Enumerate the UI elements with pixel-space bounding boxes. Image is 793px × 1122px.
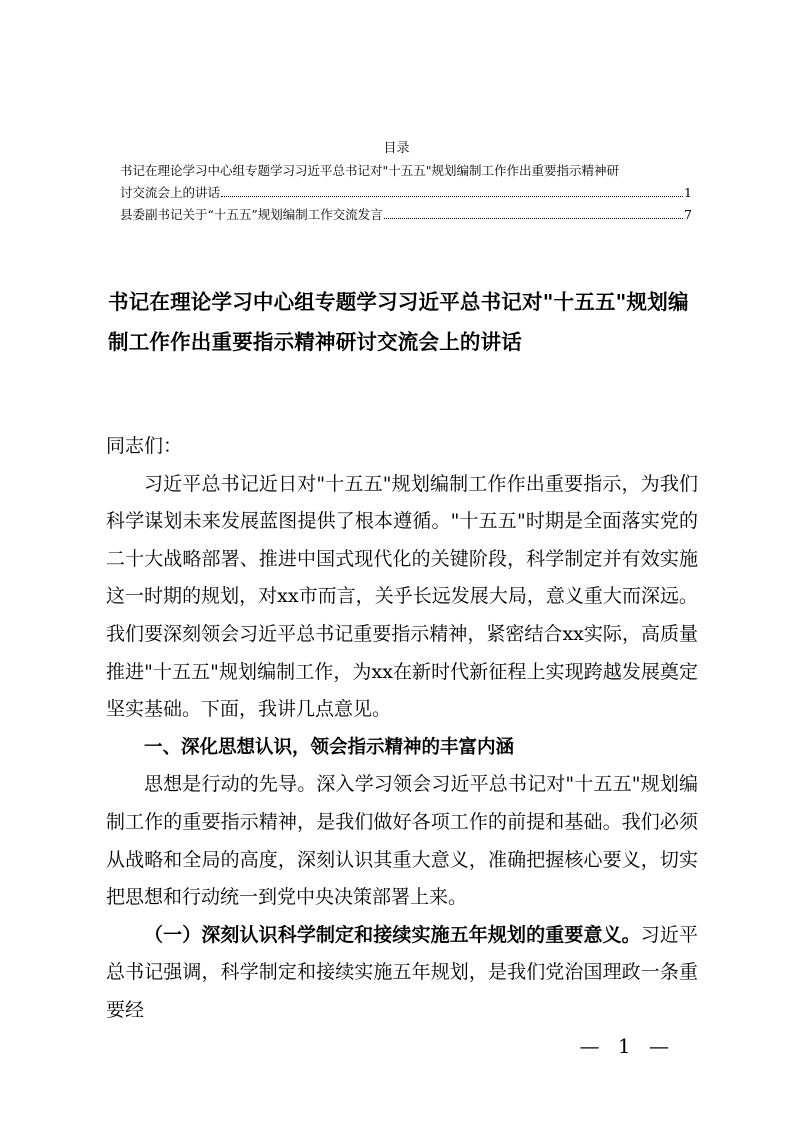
- toc-leader-dots: [221, 186, 683, 197]
- toc-leader-dots: [384, 208, 683, 219]
- table-of-contents: [120, 160, 692, 226]
- page-number: — 1 —: [579, 1034, 675, 1058]
- toc-entry-2[interactable]: [120, 204, 692, 226]
- toc-entry-row: [120, 182, 692, 204]
- toc-entry-title: 县委副书记关于“十五五”规划编制工作交流发言: [120, 207, 383, 222]
- subsection-lead: （一）深刻认识科学制定和接续实施五年规划的重要意义。: [144, 923, 641, 946]
- section-heading: 一、深化思想认识，领会指示精神的丰富内涵: [144, 736, 515, 758]
- toc-entry-row: [120, 204, 692, 226]
- toc-heading: 目录: [383, 141, 410, 156]
- toc-entry-title-line2: 讨交流会上的讲话: [120, 185, 221, 200]
- subsection-text: 习近平总书记强调，科学制定和接续实施五年规划，是我们党治国理政一条重要经: [106, 923, 698, 1021]
- document-title: 书记在理论学习中心组专题学习习近平总书记对"十五五"规划编制工作作出重要指示精神研讨交流会上的讲话: [108, 290, 689, 354]
- toc-entry-1[interactable]: [120, 160, 692, 204]
- subsection-paragraph: [106, 917, 698, 1030]
- document-body: [106, 428, 698, 1030]
- toc-page-number: 1: [684, 185, 692, 200]
- intro-paragraph: 习近平总书记近日对"十五五"规划编制工作作出重要指示，为我们科学谋划未来发展蓝图提供了根本遵循。"十五五"时期是全面落实党的二十大战略部署、推进中国式现代化的关键阶段，科学制定并有效实施这一时期的规划，对xx市而言，关乎长远发展大局，意义重大而深远。我们要深刻领会习近平总书记重要指示精神，紧密结合xx实际，高质量推进"十五五"规划编制工作，为xx在新时代新征程上实现跨越发展奠定坚实基础。下面，我讲几点意见。: [106, 472, 698, 721]
- toc-page-number: 7: [684, 207, 692, 222]
- toc-entry-title-line1: 书记在理论学习中心组专题学习习近平总书记对"十五五"规划编制工作作出重要指示精神研: [120, 163, 620, 178]
- section-paragraph: 思想是行动的先导。深入学习领会习近平总书记对"十五五"规划编制工作的重要指示精神，是我们做好各项工作的前提和基础。我们必须从战略和全局的高度，深刻认识其重大意义，准确把握核心要义，切实把思想和行动统一到党中央决策部署上来。: [106, 773, 698, 909]
- salutation: 同志们：: [106, 435, 183, 457]
